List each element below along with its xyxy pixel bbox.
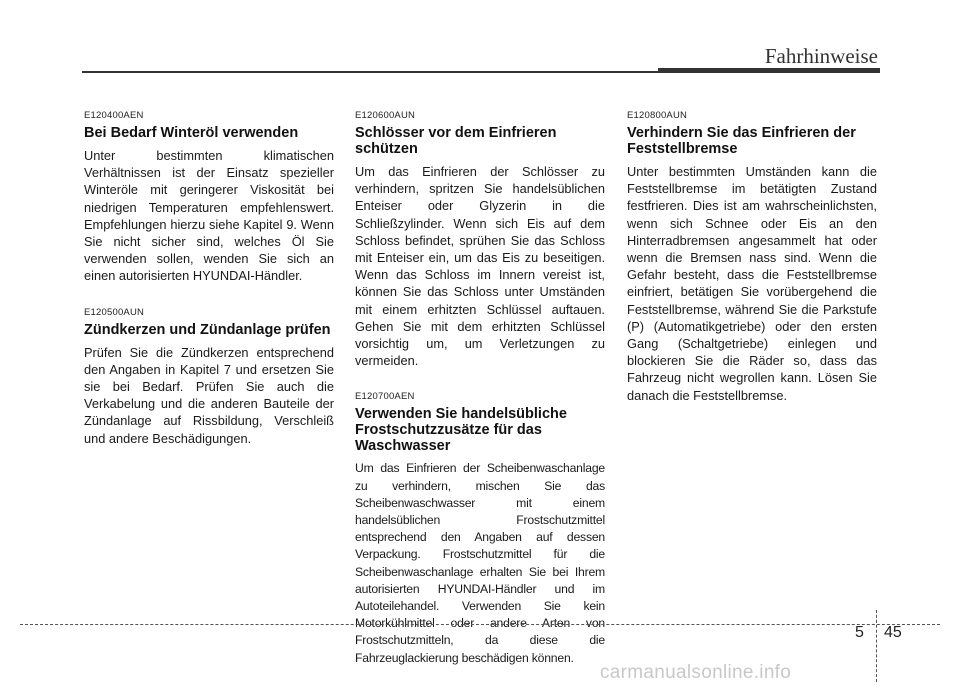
section-code: E120800AUN — [627, 110, 688, 121]
footer-rule — [20, 624, 940, 625]
section-code: E120700AEN — [355, 391, 415, 403]
section-body: Um das Einfrieren der Schlösser zu verhindern, spritzen Sie handelsüblichen Enteiser oder Glyzerin in die Schließzylinder. Wenn sich Eis auf dem Schloss befindet, sprühen Sie das Schloss mit Enteiser ein, um das Eis zu beseitigen. Wenn das Schloss im Innern vereist ist, können Sie das Schloss unter Umständen mit einem erhitzten Schlüssel auftauen. Gehen Sie mit dem erhitzten Schlüssel vorsichtig um, um Verletzungen zu vermeiden. — [355, 164, 605, 369]
section-body: Prüfen Sie die Zündkerzen entsprechend den Angaben in Kapitel 7 und ersetzen Sie sie bei Bedarf. Prüfen Sie auch die Verkabelung und die anderen Bauteile der Zündanlage auf Rissbildung, Verschleiß und andere Beschädigungen. — [84, 344, 334, 446]
section-spark-plugs — [84, 307, 334, 447]
section-parking-brake — [627, 110, 877, 404]
section-locks — [355, 110, 605, 369]
page-number: 45 — [884, 624, 902, 641]
section-body: Unter bestimmten klimatischen Verhältnissen ist der Einsatz spezieller Winteröle mit geringerer Viskosität bei niedrigen Temperaturen empfehlenswert. Empfehlungen hierzu siehe Kapitel 9. Wenn Sie nicht sicher sind, welches Öl Sie verwenden sollen, wenden Sie sich an einen autorisierten HYUNDAI-Händler. — [84, 148, 334, 284]
section-code: E120600AUN — [355, 110, 416, 121]
header-title: Fahrhinweise — [764, 44, 878, 68]
section-body: Um das Einfrieren der Scheibenwaschanlage zu verhindern, mischen Sie das Scheibenwaschwasser mit einem handelsüblichen Frostschutzmittel entsprechend den Angaben auf dessen Verpackung. Frostschutzmittel für die Scheibenwaschanlage erhalten Sie bei Ihrem autorisierten HYUNDAI-Händler und im Autoteilehandel. Verwenden Sie kein Motorkühlmittel oder andere Arten von Frostschutzmitteln, da diese die Fahrzeuglackierung beschädigen können. — [355, 461, 605, 665]
section-code: E120500AUN — [84, 306, 145, 318]
section-heading: Verwenden Sie handelsübliche Frostschutzzusätze für das Waschwasser — [355, 406, 567, 455]
section-heading: Schlösser vor dem Einfrieren schützen — [355, 125, 557, 157]
watermark-text: carmanualsonline.info — [600, 662, 792, 683]
column-3 — [627, 110, 877, 426]
section-heading: Zündkerzen und Zündanlage prüfen — [84, 321, 331, 338]
page-number-separator — [876, 610, 877, 682]
section-heading: Verhindern Sie das Einfrieren der Feststellbremse — [627, 125, 856, 157]
section-winter-oil — [84, 110, 334, 285]
section-body: Unter bestimmten Umständen kann die Feststellbremse im betätigten Zustand festfrieren. Dies ist am wahrscheinlichsten, wenn sich Schnee oder Eis an den Hinterradbremsen angesammelt hat oder wenn die Bremsen nass sind. Wenn die Gefahr besteht, dass die Feststellbremse einfriert, betätigen Sie vorübergehend die Feststellbremse, während Sie die Parkstufe (P) (Automatikgetriebe) oder den ersten Gang (Schaltgetriebe) einlegen und blockieren Sie die Räder so, dass das Fahrzeug nicht wegrollen kann. Lösen Sie danach die Feststellbremse. — [627, 164, 877, 403]
chapter-number: 5 — [855, 624, 864, 641]
section-code: E120400AEN — [84, 110, 144, 121]
section-heading: Bei Bedarf Winteröl verwenden — [84, 125, 299, 141]
column-1 — [84, 110, 334, 469]
header-rule — [82, 71, 660, 73]
column-2 — [355, 110, 605, 689]
header-rule-accent — [658, 68, 880, 73]
section-washer-fluid — [355, 391, 605, 666]
